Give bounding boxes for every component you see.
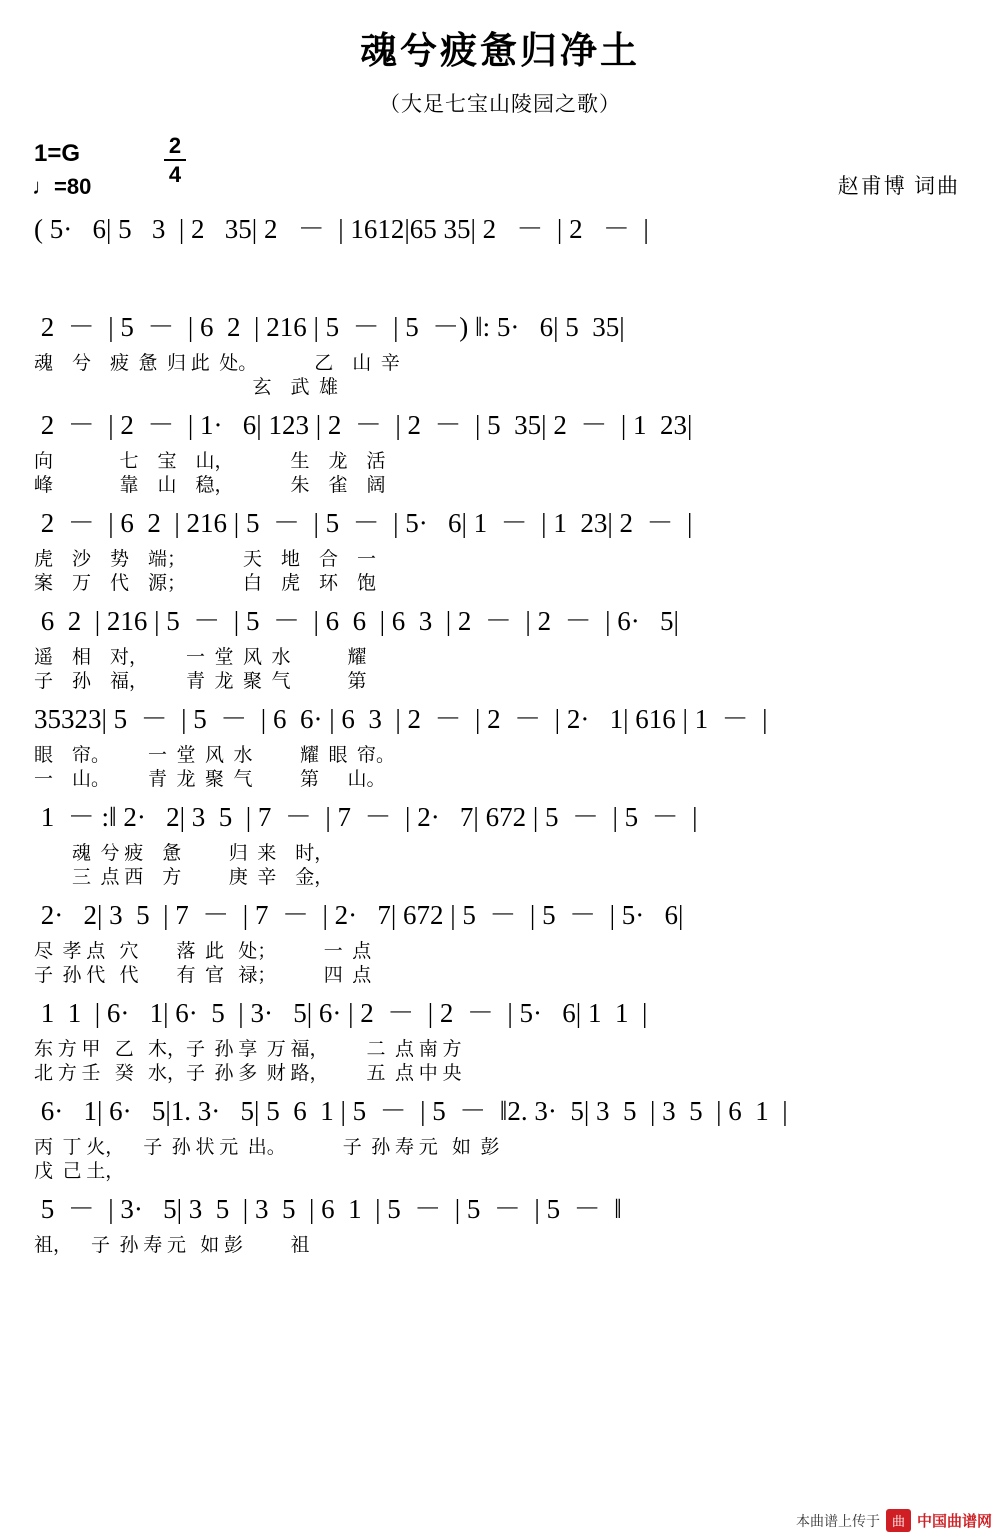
score-metadata [0, 134, 1000, 206]
note-row: 6 2 | 216 | 5 － | 5 － | 6 6 | 6 3 | 2 － | 2 － | 6· 5| [34, 606, 679, 636]
music-system [0, 794, 1000, 892]
lyric-row-1: 魂 兮 疲 惫 归 此 处。 乙 山 辛 [34, 353, 400, 374]
lyric-row-1: 祖， 子 孙 寿 元 如 彭 祖 [34, 1235, 310, 1256]
note-row: 1 1 | 6· 1| 6· 5 | 3· 5| 6· | 2 － | 2 － | 5· 6| 1 1 | [34, 998, 648, 1028]
site-name: 中国曲谱网 [916, 1514, 992, 1530]
music-system [0, 598, 1000, 696]
music-system [0, 402, 1000, 500]
note-row: 5 － | 3· 5| 3 5 | 3 5 | 6 1 | 5 － | 5 － | 5 － ‖ [34, 1194, 622, 1224]
lyric-row-2: 一 山。 青 龙 聚 气 第 山。 [34, 769, 386, 790]
note-row: 1 － :‖ 2· 2| 3 5 | 7 － | 7 － | 2· 7| 672 | 5 － | 5 － | [34, 802, 698, 832]
composer-credit: 赵甫博 词曲 [837, 174, 960, 198]
key-signature: 1=G [34, 140, 81, 167]
lyric-row-2: 戊 己 土， [34, 1161, 125, 1182]
music-system [0, 990, 1000, 1088]
page-title: 魂兮疲惫归净土 [360, 31, 640, 72]
music-system [0, 1186, 1000, 1260]
note-row: 6· 1| 6· 5|1. 3· 5| 5 6 1 | 5 － | 5 － ‖2. 3· 5| 3 5 | 3 5 | 6 1 | [34, 1096, 788, 1126]
lyric-row-1: 遥 相 对， 一 堂 风 水 耀 [34, 647, 367, 668]
music-system [0, 206, 1000, 304]
lyric-row-2: 案 万 代 源； 白 虎 环 饱 [34, 573, 377, 594]
lyric-row-2: 北 方 壬 癸 水，子 孙 多 财 路， 五 点 中 央 [34, 1063, 462, 1084]
lyric-row-2: 子 孙 代 代 有 官 禄； 四 点 [34, 965, 372, 986]
time-signature-denominator: 4 [168, 162, 182, 188]
note-row: 2· 2| 3 5 | 7 － | 7 － | 2· 7| 672 | 5 － | 5 － | 5· 6| [34, 900, 684, 930]
lyric-row-1: 眼 帘。 一 堂 风 水 耀 眼 帘。 [34, 745, 396, 766]
lyric-row-1: 向 七 宝 山， 生 龙 活 [34, 451, 386, 472]
lyric-row-2: 玄 武 雄 [34, 377, 339, 398]
footer-credit [796, 1509, 992, 1532]
lyric-row-2: 三 点 西 方 庚 辛 金， [34, 867, 334, 888]
music-system [0, 892, 1000, 990]
lyric-row-2 [34, 276, 966, 304]
lyric-row-1: 丙 丁 火， 子 孙 状 元 出。 子 孙 寿 元 如 彭 [34, 1137, 500, 1158]
note-row: ( 5· 6| 5 3 | 2 35| 2 － | 1612|65 35| 2 － | 2 － | [34, 214, 649, 244]
sheet-music-page [0, 20, 1000, 1540]
music-system [0, 500, 1000, 598]
note-row: 2 － | 2 － | 1· 6| 123 | 2 － | 2 － | 5 35| 2 － | 1 23| [34, 410, 693, 440]
time-signature-numerator: 2 [168, 133, 182, 158]
lyric-row-2: 子 孙 福， 青 龙 聚 气 第 [34, 671, 367, 692]
page-subtitle: （大足七宝山陵园之歌） [379, 92, 621, 116]
note-row: 35323| 5 － | 5 － | 6 6· | 6 3 | 2 － | 2 － | 2· 1| 616 | 1 － | [34, 704, 768, 734]
time-signature-divider [164, 159, 186, 161]
lyric-row-1: 尽 孝 点 穴 落 此 处； 一 点 [34, 941, 372, 962]
lyric-row-1: 魂 兮 疲 惫 归 来 时， [34, 843, 334, 864]
music-system [0, 304, 1000, 402]
site-logo-icon: 曲 [886, 1509, 911, 1532]
lyric-row-1: 东 方 甲 乙 木，子 孙 享 万 福， 二 点 南 方 [34, 1039, 462, 1060]
lyric-row-1: 虎 沙 势 端； 天 地 合 一 [34, 549, 377, 570]
footer-note-text: 本曲谱上传于 [795, 1514, 880, 1530]
note-row: 2 － | 5 － | 6 2 | 216 | 5 － | 5 －) ‖: 5· 6| 5 35| [34, 312, 625, 342]
lyric-row-2: 峰 靠 山 稳， 朱 雀 阔 [34, 475, 386, 496]
tempo-marking: ♩=80 [32, 174, 92, 199]
music-system [0, 696, 1000, 794]
music-system [0, 1088, 1000, 1186]
time-signature [158, 134, 192, 186]
note-row: 2 － | 6 2 | 216 | 5 － | 5 － | 5· 6| 1 － | 1 23| 2 － | [34, 508, 693, 538]
